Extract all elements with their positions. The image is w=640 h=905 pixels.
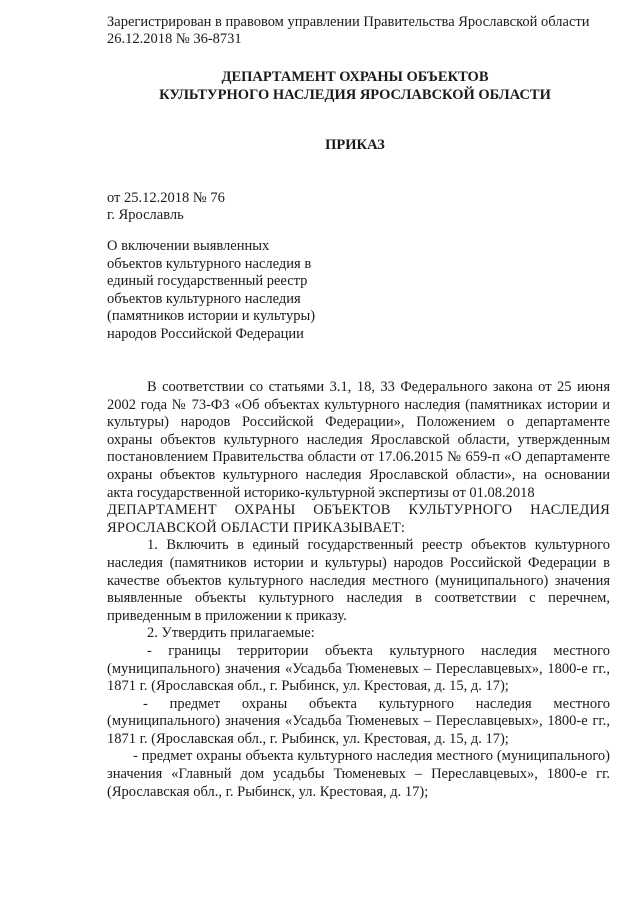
registration-line-1: Зарегистрирован в правовом управлении Правительства Ярославской области (107, 14, 590, 30)
subject-line: объектов культурного наследия в (107, 255, 312, 272)
sub-item-1-paragraph: - границы территории объекта культурного наследия местного (муниципального) значения «Усадьба Тюменевых – Переславцевых», 1800-е гг., 1871 г. (Ярославская обл., г. Рыбинск, ул. Крестовая, д. 15, д. 17); (107, 642, 610, 695)
document-title: ПРИКАЗ (325, 137, 385, 153)
subject-line: О включении выявленных (107, 238, 270, 254)
subject-line: объектов культурного наследия (107, 290, 301, 307)
subject-line: (памятников истории и культуры) (107, 308, 316, 324)
city: г. Ярославль (107, 207, 184, 223)
preamble-paragraph: В соответствии со статьями 3.1, 18, 33 Федерального закона от 25 июня 2002 года № 73-ФЗ «Об объектах культурного наследия (памятниках истории и культуры) народов Российской Федерации», Положением о департаменте охраны объектов культурного наследия Ярославской области, утвержденным постановлением Правительства области от 17.06.2015 № 659-п «О департаменте охраны объектов культурного наследия Ярославской области», на основании акта государственной историко-культурной экспертизы от 01.08.2018 (107, 379, 610, 501)
date-number: от 25.12.2018 № 76 (107, 190, 225, 206)
item-1-paragraph: 1. Включить в единый государственный реестр объектов культурного наследия (памятников истории и культуры) народов Российской Федерации в качестве объектов культурного наследия местного (муниципального) значения выявленные объекты культурного наследия в соответствии с перечнем, приведенным в приложении к приказу. (107, 537, 610, 624)
sub-item-2-paragraph: - предмет охраны объекта культурного наследия местного (муниципального) значения «Усадьба Тюменевых – Переславцевых», 1800-е гг., 1871 г. (Ярославская обл., г. Рыбинск, ул. Крестовая, д. 15, д. 17); (107, 695, 610, 747)
item-2-paragraph: 2. Утвердить прилагаемые: (147, 625, 315, 642)
department-heading (100, 68, 610, 104)
date-block (107, 190, 225, 224)
department-line-2: КУЛЬТУРНОГО НАСЛЕДИЯ ЯРОСЛАВСКОЙ ОБЛАСТИ (159, 87, 551, 103)
document-body (107, 379, 610, 801)
subject-block (107, 238, 315, 343)
orders-paragraph: ДЕПАРТАМЕНТ ОХРАНЫ ОБЪЕКТОВ КУЛЬТУРНОГО НАСЛЕДИЯ ЯРОСЛАВСКОЙ ОБЛАСТИ ПРИКАЗЫВАЕТ: (107, 502, 610, 536)
sub-item-3-paragraph: - предмет охраны объекта культурного наследия местного (муниципального) значения «Главный дом усадьбы Тюменевых – Переславцевых», 1800-е гг. (Ярославская обл., г. Рыбинск, ул. Крестовая, д. 17); (107, 748, 610, 800)
subject-line: единый государственный реестр (107, 273, 308, 289)
registration-line-2: 26.12.2018 № 36-8731 (107, 31, 242, 47)
registration-stamp (107, 14, 590, 48)
department-line-1: ДЕПАРТАМЕНТ ОХРАНЫ ОБЪЕКТОВ (221, 69, 489, 85)
subject-line: народов Российской Федерации (107, 325, 304, 342)
